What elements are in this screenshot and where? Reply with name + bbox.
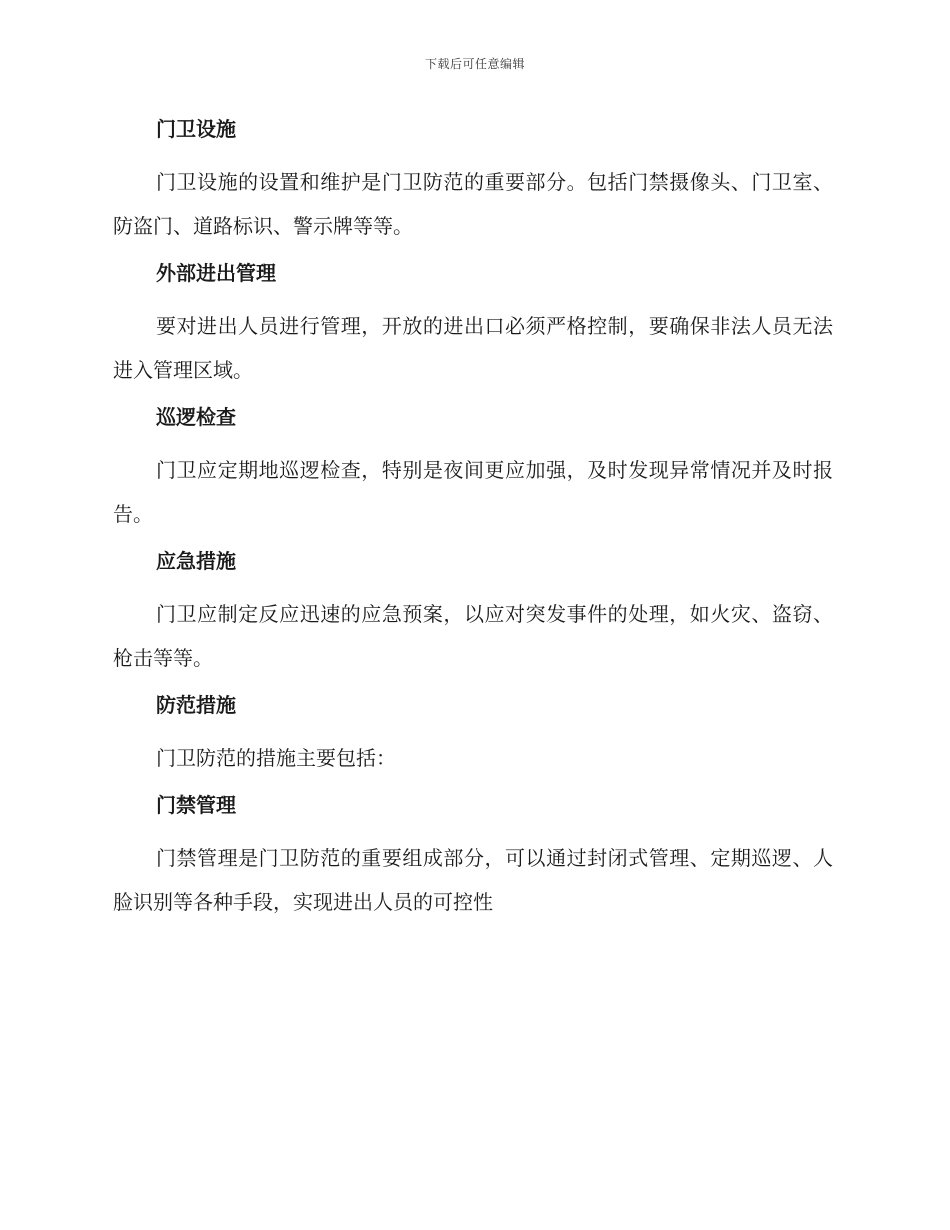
section-paragraph-access-control: 门禁管理是门卫防范的重要组成部分，可以通过封闭式管理、定期巡逻、人脸识别等各种手段，实现进出人员的可控性 [113, 846, 833, 914]
section-heading-patrol-inspection: 巡逻检查 [156, 405, 236, 429]
section-paragraph-external-access: 要对进出人员进行管理，开放的进出口必须严格控制，要确保非法人员无法进入管理区域。 [113, 314, 833, 382]
section-paragraph-gate-facilities: 门卫设施的设置和维护是门卫防范的重要部分。包括门禁摄像头、门卫室、防盗门、道路标识、警示牌等等。 [113, 170, 833, 238]
document-body [113, 112, 833, 924]
section-heading-emergency-measures: 应急措施 [156, 549, 236, 573]
section-heading-access-control: 门禁管理 [156, 793, 236, 817]
section-heading-gate-facilities: 门卫设施 [156, 117, 236, 141]
section-heading-prevention-measures: 防范措施 [156, 693, 236, 717]
page-header-note: 下载后可任意编辑 [424, 57, 525, 71]
section-paragraph-prevention-measures: 门卫防范的措施主要包括： [156, 746, 396, 770]
section-heading-external-access: 外部进出管理 [156, 261, 276, 285]
section-paragraph-emergency-measures: 门卫应制定反应迅速的应急预案，以应对突发事件的处理，如火灾、盗窃、枪击等等。 [113, 602, 833, 670]
section-paragraph-patrol-inspection: 门卫应定期地巡逻检查，特别是夜间更应加强，及时发现异常情况并及时报告。 [113, 458, 833, 526]
